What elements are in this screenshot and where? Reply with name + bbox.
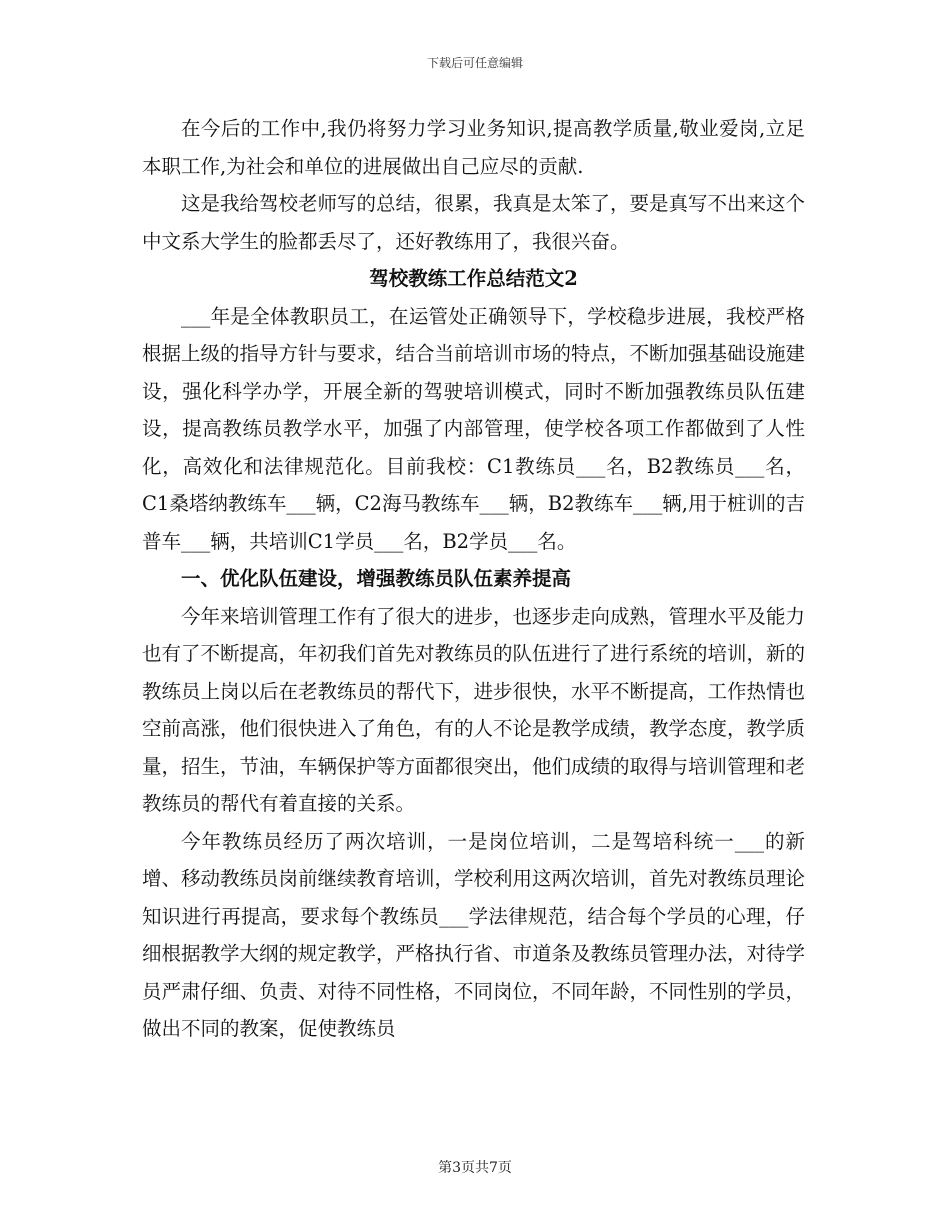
section-heading-1: 一、优化队伍建设，增强教练员队伍素养提高 bbox=[181, 567, 572, 590]
paragraph-4: 今年来培训管理工作有了很大的进步，也逐步走向成熟，管理水平及能力也有了不断提高，年初我们首先对教练员的队伍进行了进行系统的培训，新的教练员上岗以后在老教练员的帮代下，进步很快，水平不断提高，工作热情也空前高涨，他们很快进入了角色，有的人不论是教学成绩，教学态度，教学质量，招生，节油，车辆保护等方面都很突出，他们成绩的取得与培训管理和老教练员的帮代有着直接的关系。 bbox=[142, 604, 806, 815]
document-body bbox=[142, 110, 805, 1048]
section-title: 驾校教练工作总结范文2 bbox=[369, 267, 578, 290]
page-number: 第3页共7页 bbox=[438, 1160, 512, 1176]
paragraph-3: ___年是全体教职员工，在运管处正确领导下，学校稳步进展，我校严格根据上级的指导方针与要求，结合当前培训市场的特点，不断加强基础设施建设，强化科学办学，开展全新的驾驶培训模式，同时不断加强教练员队伍建设，提高教练员教学水平，加强了内部管理，使学校各项工作都做到了人性化，高效化和法律规范化。目前我校：C1教练员___名，B2教练员___名，C1桑塔纳教练车___辆，C2海马教练车___辆，B2教练车___辆,用于桩训的吉普车___辆，共培训C1学员___名，B2学员___名。 bbox=[142, 304, 806, 553]
paragraph-1: 在今后的工作中,我仍将努力学习业务知识,提高教学质量,敬业爱岗,立足本职工作,为社会和单位的进展做出自己应尽的贡献. bbox=[142, 117, 805, 178]
header-note: 下载后可任意编辑 bbox=[426, 56, 523, 70]
paragraph-2: 这是我给驾校老师写的总结，很累，我真是太笨了，要是真写不出来这个中文系大学生的脸都丢尽了，还好教练用了，我很兴奋。 bbox=[142, 192, 806, 253]
paragraph-5: 今年教练员经历了两次培训，一是岗位培训，二是驾培科统一___的新增、移动教练员岗前继续教育培训，学校利用这两次培训，首先对教练员理论知识进行再提高，要求每个教练员___学法律规范，结合每个学员的心理，仔细根据教学大纲的规定教学，严格执行省、市道条及教练员管理办法，对待学员严肃仔细、负责、对待不同性格，不同岗位，不同年龄，不同性别的学员，做出不同的教案，促使教练员 bbox=[142, 829, 806, 1040]
